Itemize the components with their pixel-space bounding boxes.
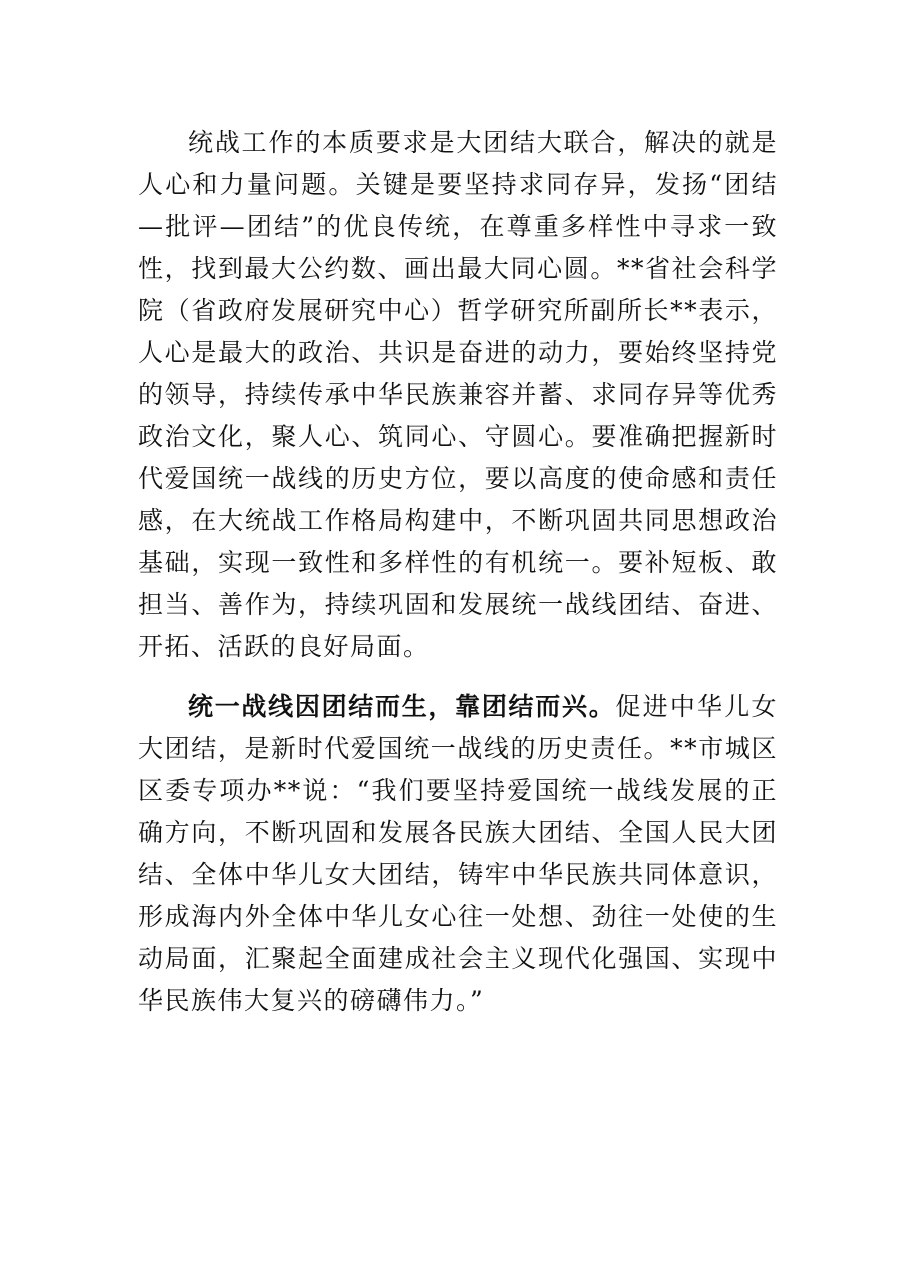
document-body [138, 122, 778, 1022]
paragraph-text: 促进中华儿女大团结，是新时代爱国统一战线的历史责任。**市城区区委专项办**说：“我们要坚持爱国统一战线发展的正确方向，不断巩固和发展各民族大团结、全国人民大团结、全体中华儿女大团结，铸牢中华民族共同体意识，形成海内外全体中华儿女心往一处想、劲往一处使的生动局面，汇聚起全面建成社会主义现代化强国、实现中华民族伟大复兴的磅礴伟力。” [138, 692, 778, 1015]
paragraph-united-front-essence [138, 122, 778, 668]
paragraph-lead-sentence: 统一战线因团结而生，靠团结而兴。 [188, 692, 616, 721]
paragraph-text: 统战工作的本质要求是大团结大联合，解决的就是人心和力量问题。关键是要坚持求同存异，发扬“团结—批评—团结”的优良传统，在尊重多样性中寻求一致性，找到最大公约数、画出最大同心圆。**省社会科学院（省政府发展研究中心）哲学研究所副所长**表示，人心是最大的政治、共识是奋进的动力，要始终坚持党的领导，持续传承中华民族兼容并蓄、求同存异等优秀政治文化，聚人心、筑同心、守圆心。要准确把握新时代爱国统一战线的历史方位，要以高度的使命感和责任感，在大统战工作格局构建中，不断巩固共同思想政治基础，实现一致性和多样性的有机统一。要补短板、敢担当、善作为，持续巩固和发展统一战线团结、奋进、开拓、活跃的良好局面。 [138, 128, 778, 661]
paragraph-unity-theme [138, 686, 778, 1022]
